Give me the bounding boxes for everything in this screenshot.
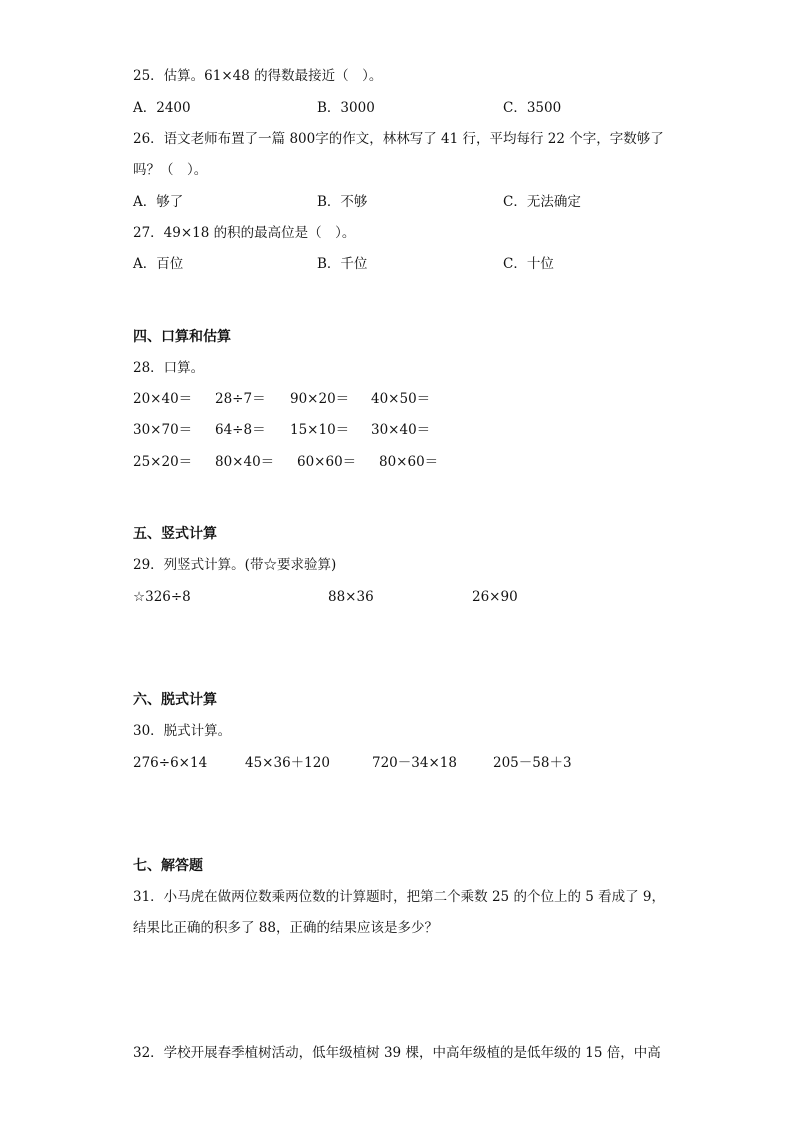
question-27-option-b: B．千位 (317, 256, 368, 272)
oral-calc-item: 30×40＝ (371, 422, 431, 438)
section-7-heading: 七、解答题 (133, 858, 203, 874)
stepwise-calc-item: 276÷6×14 (133, 755, 208, 771)
stepwise-calc-item: 45×36＋120 (245, 755, 330, 771)
question-25-option-b: B．3000 (317, 100, 375, 116)
question-32-line1: 32．学校开展春季植树活动，低年级植树 39 棵，中高年级植的是低年级的 15 倍，中高 (133, 1045, 661, 1061)
oral-calc-item: 40×50＝ (371, 391, 431, 407)
question-26-stem-line1: 26．语文老师布置了一篇 800字的作文，林林写了 41 行，平均每行 22 个字，字数够了 (133, 131, 664, 147)
question-26-option-a: A．够了 (133, 194, 184, 210)
vertical-calc-item: 88×36 (328, 589, 374, 605)
stepwise-calc-item: 205－58＋3 (493, 755, 572, 771)
question-27-option-c: C．十位 (503, 256, 554, 272)
stepwise-calc-item: 720－34×18 (372, 755, 457, 771)
question-27-option-a: A．百位 (133, 256, 184, 272)
oral-calc-item: 20×40＝ (133, 391, 193, 407)
oral-calc-item: 64÷8＝ (215, 422, 266, 438)
vertical-calc-item: ☆326÷8 (133, 589, 191, 605)
question-30-stem: 30．脱式计算。 (133, 723, 232, 739)
question-26-option-b: B．不够 (317, 194, 368, 210)
question-27-stem: 27．49×18 的积的最高位是（ ）。 (133, 225, 356, 241)
section-5-heading: 五、竖式计算 (133, 526, 217, 542)
oral-calc-item: 25×20＝ (133, 454, 193, 470)
oral-calc-item: 60×60＝ (297, 454, 357, 470)
oral-calc-item: 90×20＝ (290, 391, 350, 407)
question-25-option-a: A．2400 (133, 100, 191, 116)
oral-calc-item: 80×40＝ (215, 454, 275, 470)
question-28-stem: 28．口算。 (133, 360, 205, 376)
oral-calc-item: 80×60＝ (379, 454, 439, 470)
vertical-calc-item: 26×90 (472, 589, 518, 605)
section-6-heading: 六、脱式计算 (133, 692, 217, 708)
question-29-stem: 29．列竖式计算。(带☆要求验算) (133, 557, 337, 573)
question-26-option-c: C．无法确定 (503, 194, 581, 210)
section-4-heading: 四、口算和估算 (133, 329, 231, 345)
oral-calc-item: 15×10＝ (290, 422, 350, 438)
oral-calc-item: 28÷7＝ (215, 391, 266, 407)
question-31-line2: 结果比正确的积多了 88，正确的结果应该是多少？ (133, 920, 438, 936)
question-26-stem-line2: 吗？（ ）。 (133, 162, 208, 178)
question-25-stem: 25．估算。61×48 的得数最接近（ ）。 (133, 68, 383, 84)
oral-calc-item: 30×70＝ (133, 422, 193, 438)
question-31-line1: 31．小马虎在做两位数乘两位数的计算题时，把第二个乘数 25 的个位上的 5 看成了 9， (133, 889, 665, 905)
question-25-option-c: C．3500 (503, 100, 562, 116)
